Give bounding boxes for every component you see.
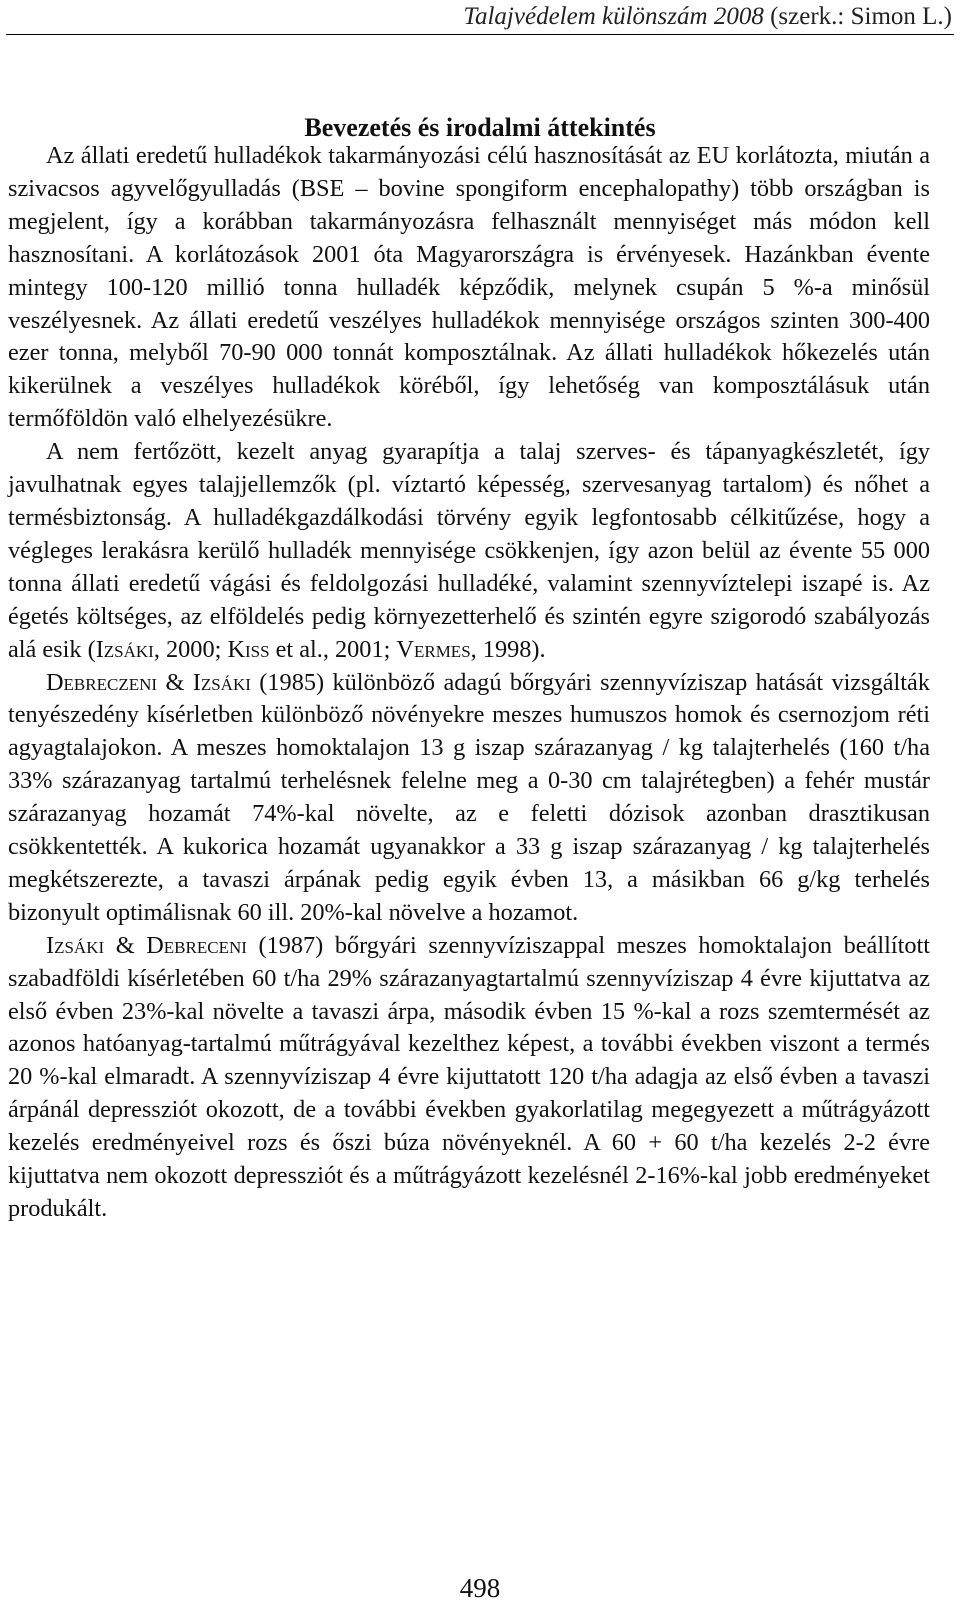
journal-title: Talajvédelem különszám 2008 <box>463 3 764 30</box>
citation-author: Izsáki <box>192 668 251 696</box>
ampersand: & <box>157 668 193 696</box>
paragraph-4-text: (1987) bőrgyári szennyvíziszappal meszes homoktalajon beállított szabadföldi kísérletében 60 t/ha 29% szárazanyagtartalmú szennyvíziszap 4 évre kijuttatva az első évben 23%-kal növelte a tavaszi árpa, második évben 15 %-kal a rozs szemtermését az azonos hatóanyag-tartalmú műtrágyával kezelthez képest, a további években viszont a termés 20 %-kal elmaradt. A szennyvíziszap 4 évre kijuttatott 120 t/ha adagja az első évben a tavaszi árpánál depressziót okozott, de a további években gyakorlatilag megegyezett a műtrágyázott kezelés eredményeivel rozs és őszi búza növényeknél. A 60 + 60 t/ha kezelés 2-2 évre kijuttatva nem okozott depressziót és a műtrágyázott kezelésnél 2-16%-kal jobb eredményeket produkált. <box>8 931 930 1222</box>
paragraph-3 <box>8 667 930 930</box>
citation-text: , 1998). <box>470 635 546 663</box>
paragraph-4 <box>8 930 930 1226</box>
citation-author: Debreczeni <box>46 668 158 696</box>
citation-author: Debreceni <box>146 931 247 959</box>
running-header <box>8 2 952 32</box>
citation-author: Izsáki <box>95 635 154 663</box>
citation-text: et al., 2001; <box>269 635 397 663</box>
ampersand: & <box>104 931 147 959</box>
citation-text: , 2000; <box>153 635 228 663</box>
citation-author: Vermes <box>396 635 471 663</box>
section-title: Bevezetés és irodalmi áttekintés <box>304 112 656 142</box>
paragraph-3-text: (1985) különböző adagú bőrgyári szennyvíziszap hatását vizsgálták tenyészedény kísérletben különböző növényekre meszes humuszos homok és csernozjom réti agyagtalajokon. A meszes homoktalajon 13 g iszap szárazanyag / kg talajterhelés (160 t/ha 33% szárazanyag tartalmú terhelésnek felelne meg a 0-30 cm talajrétegben) a fehér mustár szárazanyag hozamát 74%-kal növelte, az e feletti dózisok azonban drasztikusan csökkentették. A kukorica hozamát ugyanakkor a 33 g iszap szárazanyag / kg talajterhelés megkétszerezte, a tavaszi árpának pedig egyik évben 13, a másikban 66 g/kg terhelés bizonyult optimálisnak 60 ill. 20%-kal növelve a hozamot. <box>8 668 930 926</box>
body-text <box>8 140 930 1226</box>
citation-author: Kiss <box>227 635 270 663</box>
citation-author: Izsáki <box>46 931 105 959</box>
page-number: 498 <box>459 1573 501 1603</box>
header-rule <box>6 34 954 35</box>
paragraph-2-text: A nem fertőzött, kezelt anyag gyarapítja a talaj szerves- és tápanyagkészletét, így javulhatnak egyes talajjellemzők (pl. víztartó képesség, szervesanyag tartalom) és nőhet a termésbiztonság. A hulladékgazdálkodási törvény egyik legfontosabb célkitűzése, hogy a végleges lerakásra kerülő hulladék mennyisége csökkenjen, így azon belül az évente 55 000 tonna állati eredetű vágási és feldolgozási hulladéké, valamint szennyvíztelepi iszapé is. Az égetés költséges, az elföldelés pedig környezetterhelő és szintén egyre szigorodó szabályozás alá esik ( <box>8 438 930 663</box>
paragraph-2 <box>8 436 930 666</box>
paragraph-1: Az állati eredetű hulladékok takarmányozási célú hasznosítását az EU korlátozta, miután a szivacsos agyvelőgyulladás (BSE – bovine spongiform encephalopathy) több országban is megjelent, így a korábban takarmányozásra felhasznált mennyiséget más módon kell hasznosítani. A korlátozások 2001 óta Magyarországra is érvényesek. Hazánkban évente mintegy 100-120 millió tonna hulladék képződik, melynek csupán 5 %-a minősül veszélyesnek. Az állati eredetű veszélyes hulladékok mennyisége országos szinten 300-400 ezer tonna, melyből 70-90 000 tonnát komposztálnak. Az állati hulladékok hőkezelés után kikerülnek a veszélyes hulladékok köréből, így lehetőség van komposztálásuk után termőföldön való elhelyezésükre. <box>8 142 930 433</box>
editor-note: (szerk.: Simon L.) <box>770 3 952 30</box>
